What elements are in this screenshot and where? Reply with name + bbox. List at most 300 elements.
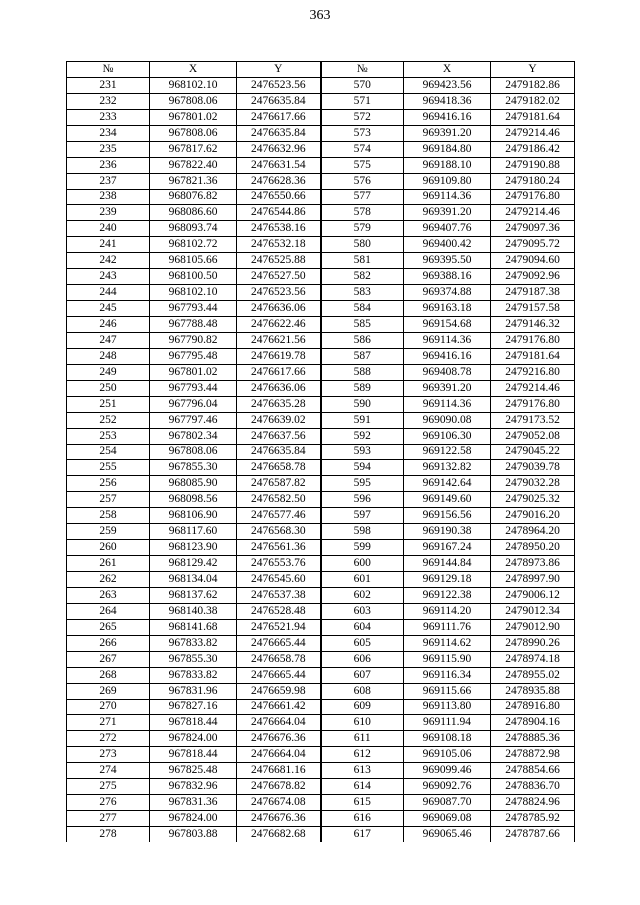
x-coordinate-right: 969108.18	[404, 731, 491, 747]
table-row	[67, 731, 575, 747]
x-coordinate-left: 967801.02	[150, 364, 237, 380]
point-number-right: 585	[321, 317, 404, 333]
y-coordinate-left: 2476587.82	[237, 476, 321, 492]
x-coordinate-left: 968117.60	[150, 524, 237, 540]
point-number-left: 247	[67, 332, 150, 348]
x-coordinate-right: 969114.36	[404, 189, 491, 205]
point-number-left: 237	[67, 173, 150, 189]
point-number-right: 609	[321, 699, 404, 715]
x-coordinate-left: 968102.72	[150, 237, 237, 253]
x-coordinate-left: 967788.48	[150, 317, 237, 333]
point-number-right: 583	[321, 285, 404, 301]
point-number-left: 253	[67, 428, 150, 444]
table-row	[67, 109, 575, 125]
table-row	[67, 603, 575, 619]
y-coordinate-left: 2476631.54	[237, 157, 321, 173]
x-coordinate-left: 967817.62	[150, 141, 237, 157]
table-row	[67, 205, 575, 221]
x-coordinate-right: 969156.56	[404, 508, 491, 524]
x-coordinate-right: 969122.38	[404, 587, 491, 603]
table-row	[67, 556, 575, 572]
point-number-right: 610	[321, 715, 404, 731]
y-coordinate-left: 2476678.82	[237, 779, 321, 795]
point-number-left: 248	[67, 348, 150, 364]
table-row	[67, 827, 575, 842]
y-coordinate-right: 2479039.78	[491, 460, 575, 476]
y-coordinate-right: 2479146.32	[491, 317, 575, 333]
point-number-right: 614	[321, 779, 404, 795]
point-number-left: 262	[67, 572, 150, 588]
table-row	[67, 221, 575, 237]
table-row	[67, 508, 575, 524]
point-number-left: 232	[67, 93, 150, 109]
y-coordinate-right: 2479186.42	[491, 141, 575, 157]
x-coordinate-right: 969391.20	[404, 125, 491, 141]
y-coordinate-right: 2479045.22	[491, 444, 575, 460]
table-header-row	[67, 62, 575, 78]
y-coordinate-right: 2478904.16	[491, 715, 575, 731]
y-coordinate-left: 2476545.60	[237, 572, 321, 588]
x-coordinate-right: 969115.66	[404, 683, 491, 699]
table-row	[67, 157, 575, 173]
y-coordinate-left: 2476635.84	[237, 93, 321, 109]
y-coordinate-right: 2479025.32	[491, 492, 575, 508]
y-coordinate-left: 2476665.44	[237, 667, 321, 683]
y-coordinate-left: 2476674.08	[237, 795, 321, 811]
y-coordinate-right: 2478824.96	[491, 795, 575, 811]
y-coordinate-right: 2479157.58	[491, 301, 575, 317]
y-coordinate-right: 2479016.20	[491, 508, 575, 524]
y-coordinate-right: 2479214.46	[491, 205, 575, 221]
y-coordinate-right: 2479176.80	[491, 396, 575, 412]
point-number-left: 243	[67, 269, 150, 285]
x-coordinate-left: 968085.90	[150, 476, 237, 492]
y-coordinate-left: 2476676.36	[237, 811, 321, 827]
x-coordinate-left: 967824.00	[150, 811, 237, 827]
table-row	[67, 125, 575, 141]
y-coordinate-left: 2476532.18	[237, 237, 321, 253]
table-row	[67, 364, 575, 380]
point-number-right: 590	[321, 396, 404, 412]
y-coordinate-right: 2479095.72	[491, 237, 575, 253]
point-number-right: 593	[321, 444, 404, 460]
table-row	[67, 699, 575, 715]
point-number-left: 277	[67, 811, 150, 827]
table-row	[67, 173, 575, 189]
x-coordinate-left: 967821.36	[150, 173, 237, 189]
point-number-right: 582	[321, 269, 404, 285]
x-coordinate-left: 968076.82	[150, 189, 237, 205]
point-number-left: 249	[67, 364, 150, 380]
y-coordinate-right: 2478955.02	[491, 667, 575, 683]
point-number-left: 260	[67, 540, 150, 556]
x-coordinate-right: 969391.20	[404, 205, 491, 221]
y-coordinate-right: 2478935.88	[491, 683, 575, 699]
y-coordinate-left: 2476659.98	[237, 683, 321, 699]
y-coordinate-left: 2476676.36	[237, 731, 321, 747]
y-coordinate-left: 2476577.46	[237, 508, 321, 524]
y-coordinate-left: 2476619.78	[237, 348, 321, 364]
table-row	[67, 811, 575, 827]
table-row	[67, 285, 575, 301]
header-y-right: Y	[491, 62, 575, 78]
point-number-right: 604	[321, 619, 404, 635]
y-coordinate-right: 2479006.12	[491, 587, 575, 603]
x-coordinate-right: 969111.94	[404, 715, 491, 731]
point-number-right: 574	[321, 141, 404, 157]
point-number-left: 278	[67, 827, 150, 842]
point-number-right: 597	[321, 508, 404, 524]
point-number-left: 256	[67, 476, 150, 492]
y-coordinate-left: 2476664.04	[237, 747, 321, 763]
x-coordinate-right: 969099.46	[404, 763, 491, 779]
point-number-left: 265	[67, 619, 150, 635]
y-coordinate-left: 2476622.46	[237, 317, 321, 333]
x-coordinate-left: 967833.82	[150, 667, 237, 683]
table-row	[67, 667, 575, 683]
x-coordinate-right: 969154.68	[404, 317, 491, 333]
point-number-right: 601	[321, 572, 404, 588]
point-number-left: 263	[67, 587, 150, 603]
y-coordinate-left: 2476681.16	[237, 763, 321, 779]
y-coordinate-left: 2476523.56	[237, 285, 321, 301]
y-coordinate-left: 2476617.66	[237, 109, 321, 125]
table-row	[67, 715, 575, 731]
x-coordinate-right: 969416.16	[404, 109, 491, 125]
x-coordinate-right: 969114.20	[404, 603, 491, 619]
x-coordinate-right: 969122.58	[404, 444, 491, 460]
y-coordinate-right: 2479181.64	[491, 109, 575, 125]
table-row	[67, 619, 575, 635]
point-number-left: 235	[67, 141, 150, 157]
point-number-left: 233	[67, 109, 150, 125]
y-coordinate-left: 2476523.56	[237, 77, 321, 93]
x-coordinate-left: 967833.82	[150, 635, 237, 651]
table-row	[67, 492, 575, 508]
x-coordinate-right: 969418.36	[404, 93, 491, 109]
x-coordinate-left: 967818.44	[150, 715, 237, 731]
table-row	[67, 795, 575, 811]
x-coordinate-right: 969188.10	[404, 157, 491, 173]
point-number-left: 240	[67, 221, 150, 237]
x-coordinate-left: 967790.82	[150, 332, 237, 348]
table-row	[67, 651, 575, 667]
x-coordinate-right: 969142.64	[404, 476, 491, 492]
point-number-left: 250	[67, 380, 150, 396]
point-number-left: 246	[67, 317, 150, 333]
y-coordinate-left: 2476550.66	[237, 189, 321, 205]
y-coordinate-left: 2476636.06	[237, 301, 321, 317]
y-coordinate-left: 2476561.36	[237, 540, 321, 556]
x-coordinate-right: 969416.16	[404, 348, 491, 364]
x-coordinate-right: 969395.50	[404, 253, 491, 269]
table-row	[67, 253, 575, 269]
x-coordinate-right: 969408.78	[404, 364, 491, 380]
x-coordinate-left: 967796.04	[150, 396, 237, 412]
coordinates-table	[66, 61, 575, 842]
table-row	[67, 301, 575, 317]
y-coordinate-left: 2476617.66	[237, 364, 321, 380]
y-coordinate-left: 2476637.56	[237, 428, 321, 444]
x-coordinate-right: 969184.80	[404, 141, 491, 157]
x-coordinate-right: 969115.90	[404, 651, 491, 667]
y-coordinate-left: 2476658.78	[237, 460, 321, 476]
point-number-left: 275	[67, 779, 150, 795]
x-coordinate-left: 967855.30	[150, 460, 237, 476]
y-coordinate-right: 2479187.38	[491, 285, 575, 301]
y-coordinate-right: 2479173.52	[491, 412, 575, 428]
point-number-left: 252	[67, 412, 150, 428]
x-coordinate-left: 968102.10	[150, 285, 237, 301]
point-number-right: 611	[321, 731, 404, 747]
point-number-right: 572	[321, 109, 404, 125]
point-number-right: 615	[321, 795, 404, 811]
y-coordinate-left: 2476521.94	[237, 619, 321, 635]
y-coordinate-right: 2479032.28	[491, 476, 575, 492]
y-coordinate-left: 2476525.88	[237, 253, 321, 269]
point-number-left: 251	[67, 396, 150, 412]
point-number-right: 595	[321, 476, 404, 492]
point-number-left: 276	[67, 795, 150, 811]
y-coordinate-left: 2476621.56	[237, 332, 321, 348]
y-coordinate-left: 2476632.96	[237, 141, 321, 157]
point-number-right: 575	[321, 157, 404, 173]
y-coordinate-right: 2478836.70	[491, 779, 575, 795]
x-coordinate-left: 967822.40	[150, 157, 237, 173]
y-coordinate-right: 2478964.20	[491, 524, 575, 540]
x-coordinate-left: 968102.10	[150, 77, 237, 93]
x-coordinate-right: 969167.24	[404, 540, 491, 556]
x-coordinate-right: 969163.18	[404, 301, 491, 317]
y-coordinate-right: 2479182.86	[491, 77, 575, 93]
point-number-right: 589	[321, 380, 404, 396]
y-coordinate-left: 2476664.04	[237, 715, 321, 731]
point-number-left: 254	[67, 444, 150, 460]
point-number-left: 241	[67, 237, 150, 253]
x-coordinate-left: 967855.30	[150, 651, 237, 667]
table-row	[67, 540, 575, 556]
y-coordinate-right: 2479012.34	[491, 603, 575, 619]
table-row	[67, 635, 575, 651]
y-coordinate-right: 2479092.96	[491, 269, 575, 285]
x-coordinate-left: 968137.62	[150, 587, 237, 603]
x-coordinate-right: 969391.20	[404, 380, 491, 396]
point-number-right: 612	[321, 747, 404, 763]
x-coordinate-left: 968105.66	[150, 253, 237, 269]
point-number-left: 238	[67, 189, 150, 205]
point-number-left: 239	[67, 205, 150, 221]
x-coordinate-left: 967827.16	[150, 699, 237, 715]
point-number-left: 261	[67, 556, 150, 572]
x-coordinate-right: 969111.76	[404, 619, 491, 635]
point-number-right: 578	[321, 205, 404, 221]
x-coordinate-left: 967797.46	[150, 412, 237, 428]
point-number-left: 259	[67, 524, 150, 540]
table-row	[67, 428, 575, 444]
y-coordinate-right: 2478872.98	[491, 747, 575, 763]
x-coordinate-right: 969400.42	[404, 237, 491, 253]
x-coordinate-right: 969144.84	[404, 556, 491, 572]
point-number-left: 268	[67, 667, 150, 683]
header-number-right: №	[321, 62, 404, 78]
point-number-left: 274	[67, 763, 150, 779]
point-number-right: 598	[321, 524, 404, 540]
x-coordinate-right: 969132.82	[404, 460, 491, 476]
point-number-right: 608	[321, 683, 404, 699]
table-row	[67, 189, 575, 205]
point-number-right: 613	[321, 763, 404, 779]
page-number: 363	[309, 8, 331, 23]
table-row	[67, 77, 575, 93]
point-number-right: 580	[321, 237, 404, 253]
x-coordinate-left: 967793.44	[150, 301, 237, 317]
y-coordinate-right: 2478997.90	[491, 572, 575, 588]
x-coordinate-left: 967801.02	[150, 109, 237, 125]
point-number-left: 257	[67, 492, 150, 508]
x-coordinate-right: 969407.76	[404, 221, 491, 237]
x-coordinate-right: 969114.36	[404, 396, 491, 412]
x-coordinate-left: 968100.50	[150, 269, 237, 285]
point-number-left: 270	[67, 699, 150, 715]
x-coordinate-right: 969069.08	[404, 811, 491, 827]
x-coordinate-right: 969065.46	[404, 827, 491, 842]
point-number-right: 586	[321, 332, 404, 348]
point-number-right: 600	[321, 556, 404, 572]
point-number-right: 573	[321, 125, 404, 141]
table-body	[67, 77, 575, 842]
point-number-right: 616	[321, 811, 404, 827]
y-coordinate-right: 2479012.90	[491, 619, 575, 635]
x-coordinate-left: 967802.34	[150, 428, 237, 444]
point-number-right: 587	[321, 348, 404, 364]
x-coordinate-left: 968129.42	[150, 556, 237, 572]
x-coordinate-left: 968106.90	[150, 508, 237, 524]
point-number-right: 579	[321, 221, 404, 237]
point-number-left: 269	[67, 683, 150, 699]
point-number-right: 602	[321, 587, 404, 603]
point-number-left: 271	[67, 715, 150, 731]
table-row	[67, 747, 575, 763]
table-row	[67, 396, 575, 412]
point-number-left: 255	[67, 460, 150, 476]
x-coordinate-left: 967808.06	[150, 444, 237, 460]
table-row	[67, 141, 575, 157]
y-coordinate-left: 2476682.68	[237, 827, 321, 842]
x-coordinate-left: 968123.90	[150, 540, 237, 556]
point-number-right: 592	[321, 428, 404, 444]
y-coordinate-left: 2476544.86	[237, 205, 321, 221]
y-coordinate-left: 2476528.48	[237, 603, 321, 619]
y-coordinate-right: 2479052.08	[491, 428, 575, 444]
point-number-left: 244	[67, 285, 150, 301]
point-number-right: 606	[321, 651, 404, 667]
y-coordinate-left: 2476635.84	[237, 125, 321, 141]
table-row	[67, 524, 575, 540]
x-coordinate-right: 969423.56	[404, 77, 491, 93]
x-coordinate-right: 969129.18	[404, 572, 491, 588]
x-coordinate-left: 968086.60	[150, 205, 237, 221]
point-number-right: 599	[321, 540, 404, 556]
table-row	[67, 93, 575, 109]
y-coordinate-right: 2479176.80	[491, 189, 575, 205]
x-coordinate-left: 967818.44	[150, 747, 237, 763]
table-row	[67, 587, 575, 603]
x-coordinate-left: 967824.00	[150, 731, 237, 747]
table-row	[67, 460, 575, 476]
y-coordinate-right: 2479180.24	[491, 173, 575, 189]
y-coordinate-left: 2476635.28	[237, 396, 321, 412]
point-number-left: 242	[67, 253, 150, 269]
table-row	[67, 763, 575, 779]
x-coordinate-left: 967831.36	[150, 795, 237, 811]
point-number-left: 258	[67, 508, 150, 524]
y-coordinate-right: 2479214.46	[491, 380, 575, 396]
y-coordinate-right: 2478990.26	[491, 635, 575, 651]
point-number-left: 273	[67, 747, 150, 763]
y-coordinate-left: 2476582.50	[237, 492, 321, 508]
x-coordinate-right: 969087.70	[404, 795, 491, 811]
x-coordinate-left: 967793.44	[150, 380, 237, 396]
point-number-left: 266	[67, 635, 150, 651]
x-coordinate-right: 969374.88	[404, 285, 491, 301]
y-coordinate-left: 2476636.06	[237, 380, 321, 396]
x-coordinate-right: 969149.60	[404, 492, 491, 508]
x-coordinate-left: 968098.56	[150, 492, 237, 508]
x-coordinate-left: 967808.06	[150, 93, 237, 109]
y-coordinate-left: 2476527.50	[237, 269, 321, 285]
x-coordinate-right: 969090.08	[404, 412, 491, 428]
y-coordinate-right: 2479190.88	[491, 157, 575, 173]
y-coordinate-left: 2476538.16	[237, 221, 321, 237]
point-number-right: 596	[321, 492, 404, 508]
x-coordinate-left: 967803.88	[150, 827, 237, 842]
y-coordinate-right: 2479182.02	[491, 93, 575, 109]
point-number-right: 603	[321, 603, 404, 619]
x-coordinate-right: 969114.62	[404, 635, 491, 651]
y-coordinate-right: 2478854.66	[491, 763, 575, 779]
x-coordinate-right: 969388.16	[404, 269, 491, 285]
point-number-right: 591	[321, 412, 404, 428]
y-coordinate-left: 2476568.30	[237, 524, 321, 540]
y-coordinate-left: 2476665.44	[237, 635, 321, 651]
x-coordinate-left: 967831.96	[150, 683, 237, 699]
y-coordinate-left: 2476658.78	[237, 651, 321, 667]
y-coordinate-left: 2476639.02	[237, 412, 321, 428]
y-coordinate-left: 2476635.84	[237, 444, 321, 460]
x-coordinate-right: 969113.80	[404, 699, 491, 715]
x-coordinate-right: 969114.36	[404, 332, 491, 348]
table-row	[67, 317, 575, 333]
x-coordinate-left: 968141.68	[150, 619, 237, 635]
table-row	[67, 380, 575, 396]
y-coordinate-right: 2479094.60	[491, 253, 575, 269]
x-coordinate-right: 969106.30	[404, 428, 491, 444]
y-coordinate-right: 2478974.18	[491, 651, 575, 667]
y-coordinate-right: 2478973.86	[491, 556, 575, 572]
x-coordinate-right: 969105.06	[404, 747, 491, 763]
table-row	[67, 444, 575, 460]
table-row	[67, 348, 575, 364]
point-number-right: 594	[321, 460, 404, 476]
x-coordinate-left: 967825.48	[150, 763, 237, 779]
y-coordinate-right: 2479097.36	[491, 221, 575, 237]
table-row	[67, 476, 575, 492]
header-number-left: №	[67, 62, 150, 78]
y-coordinate-right: 2478785.92	[491, 811, 575, 827]
x-coordinate-left: 967808.06	[150, 125, 237, 141]
x-coordinate-left: 967795.48	[150, 348, 237, 364]
table-row	[67, 683, 575, 699]
